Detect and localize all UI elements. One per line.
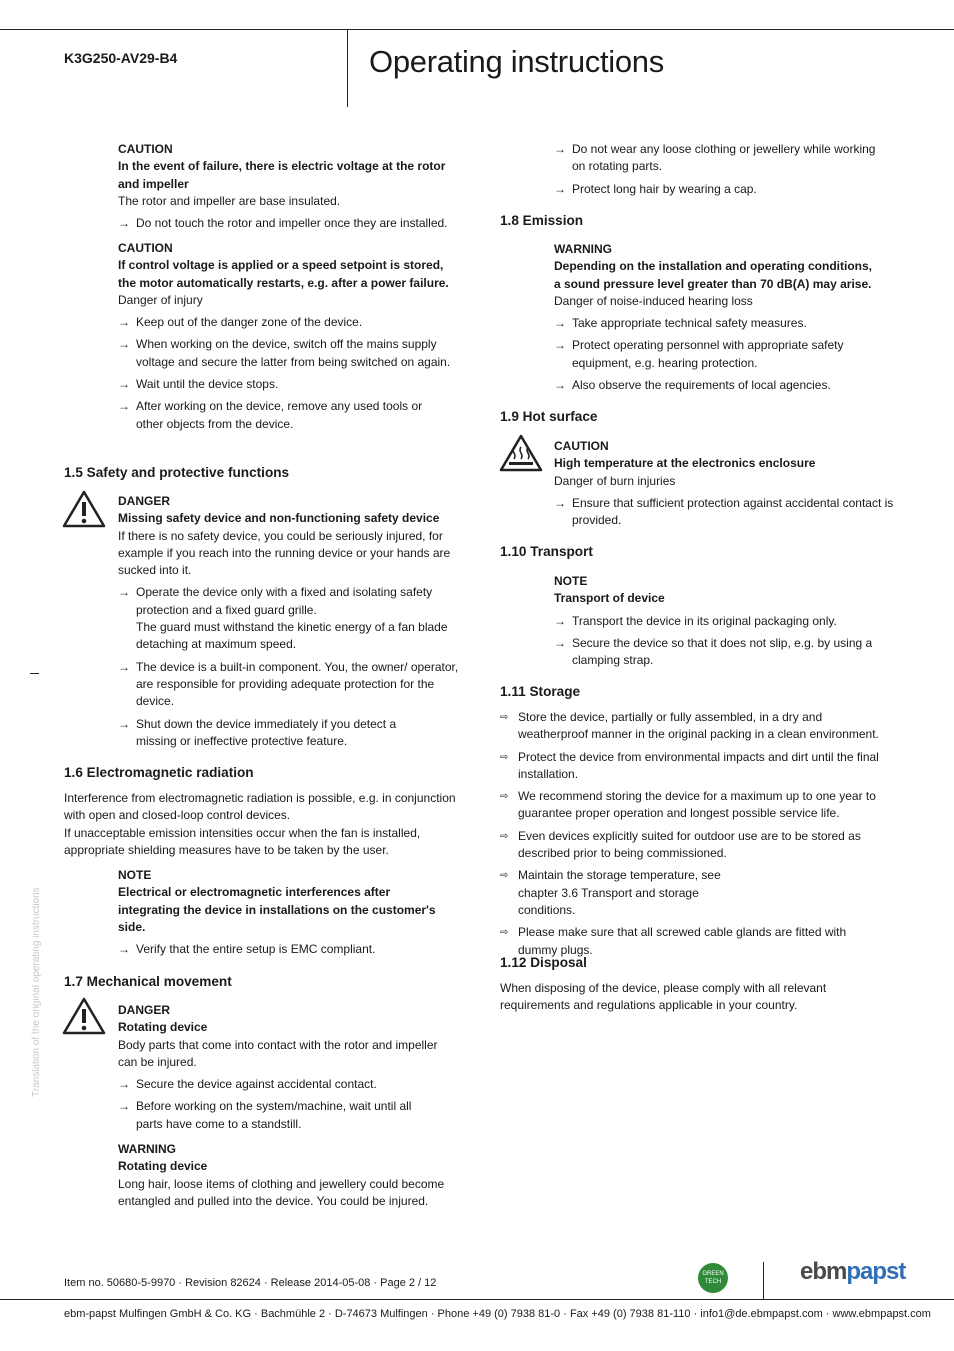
green-tech-badge: GREEN TECH bbox=[698, 1263, 728, 1293]
note-label: NOTE bbox=[554, 574, 588, 588]
doc-code: K3G250-AV29-B4 bbox=[64, 50, 178, 66]
caution-title: If control voltage is applied or a speed setpoint is stored, the motor automatically restarts, e.g. after a power failure. bbox=[118, 258, 449, 290]
page-title: Operating instructions bbox=[369, 44, 664, 79]
step-item: → Verify that the entire setup is EMC compliant. bbox=[118, 941, 453, 958]
step-item: → Protect long hair by wearing a cap. bbox=[554, 181, 884, 198]
warning-noise bbox=[554, 241, 879, 394]
arrow-icon: → bbox=[554, 378, 566, 393]
note-title: Electrical or electromagnetic interferences after integrating the device in installations on the customer's side. bbox=[118, 885, 436, 934]
arrow-icon: → bbox=[118, 1099, 130, 1114]
section-1-10 bbox=[500, 543, 890, 560]
hot-surface-icon bbox=[499, 434, 543, 472]
section-1-6 bbox=[64, 764, 459, 859]
caution-text: Danger of burn injuries bbox=[554, 473, 676, 488]
note-label: NOTE bbox=[118, 868, 152, 882]
list-item: ⇨ Protect the device from environmental impacts and dirt until the final installation. bbox=[500, 749, 879, 781]
section-1-12 bbox=[500, 954, 840, 1015]
step-item: → Do not wear any loose clothing or jewellery while working on rotating parts. bbox=[554, 142, 876, 174]
arrow-icon: → bbox=[554, 142, 566, 156]
arrow-icon: → bbox=[118, 377, 130, 392]
section-heading: 1.6 Electromagnetic radiation bbox=[64, 765, 254, 780]
caution-label: CAUTION bbox=[118, 142, 173, 156]
warning-label: WARNING bbox=[554, 242, 612, 256]
danger-text: Body parts that come into contact with the rotor and impeller can be injured. bbox=[118, 1037, 438, 1069]
list-item: ⇨ Store the device, partially or fully assembled, in a dry and weatherproof manner in the original packing in a clean environment. bbox=[500, 710, 879, 742]
ebmpapst-logo: ebmpapst bbox=[800, 1258, 906, 1285]
step-item: → Take appropriate technical safety measures. bbox=[554, 315, 879, 332]
caution-label: CAUTION bbox=[118, 241, 173, 255]
note-emc bbox=[118, 867, 453, 958]
arrow-icon: → bbox=[554, 495, 566, 510]
section-heading: 1.12 Disposal bbox=[500, 955, 587, 970]
arrow-icon: → bbox=[118, 659, 130, 674]
caution-electric-voltage bbox=[118, 141, 458, 232]
item-line: Item no. 50680-5-9970 · Revision 82624 · Release 2014-05-08 · Page 2 / 12 bbox=[64, 1277, 437, 1289]
bullet-arrow-icon: ⇨ bbox=[500, 927, 509, 939]
step-item: → Secure the device so that it does not slip, e.g. by using a clamping strap. bbox=[554, 635, 873, 668]
arrow-icon: → bbox=[554, 635, 566, 650]
warning-text: Long hair, loose items of clothing and jewellery could become entangled and pulled into the device. You could be injured. bbox=[118, 1176, 445, 1208]
paragraph: Interference from electromagnetic radiation is possible, e.g. in conjunction with open and closed-loop control devices. bbox=[64, 791, 456, 823]
arrow-icon: → bbox=[554, 613, 566, 628]
section-heading: 1.8 Emission bbox=[500, 213, 584, 228]
warning-triangle-icon bbox=[62, 490, 106, 528]
section-1-9 bbox=[500, 408, 890, 425]
footer-rule bbox=[0, 1299, 954, 1300]
warning-title: Depending on the installation and operating conditions, a sound pressure level greater than 70 dB(A) may arise. bbox=[554, 259, 872, 291]
arrow-icon: → bbox=[118, 399, 130, 414]
danger-label: DANGER bbox=[118, 1003, 171, 1017]
arrow-icon: → bbox=[118, 1077, 130, 1092]
step-item: → Do not touch the rotor and impeller once they are installed. bbox=[118, 215, 458, 232]
section-1-11 bbox=[500, 683, 880, 959]
section-heading: 1.10 Transport bbox=[500, 544, 593, 559]
arrow-icon: → bbox=[118, 337, 130, 352]
continued-steps bbox=[554, 141, 884, 198]
paragraph: When disposing of the device, please comply with all relevant requirements and regulations applicable in your country. bbox=[500, 981, 827, 1013]
danger-title: Missing safety device and non-functioning safety device bbox=[118, 511, 440, 526]
danger-text: If there is no safety device, you could be seriously injured, for example if you reach into the running device or your hands are sucked into it. bbox=[118, 528, 451, 578]
step-item: → After working on the device, remove any used tools or other objects from the device. bbox=[118, 399, 423, 431]
header-divider bbox=[347, 29, 348, 107]
bullet-arrow-icon: ⇨ bbox=[500, 712, 509, 723]
warning-triangle-icon bbox=[62, 997, 106, 1035]
margin-tick bbox=[30, 673, 39, 674]
list-item: ⇨ Even devices explicitly suited for outdoor use are to be stored as described prior to being commissioned. bbox=[500, 828, 861, 861]
step-item: → When working on the device, switch off the mains supply voltage and secure the latter from being switched on again. bbox=[118, 337, 451, 369]
address-line: ebm-papst Mulfingen GmbH & Co. KG · Bachmühle 2 · D-74673 Mulfingen · Phone +49 (0) 7938 81-0 · Fax +49 (0) 7938 81-110 · info1@de.ebmpapst.com · www.ebmpapst.com bbox=[64, 1308, 931, 1320]
step-item: → Before working on the system/machine, wait until all parts have come to a standstill. bbox=[118, 1099, 412, 1131]
footer-divider bbox=[763, 1262, 764, 1299]
section-1-8 bbox=[500, 212, 890, 229]
section-1-7 bbox=[64, 973, 464, 990]
arrow-icon: → bbox=[118, 315, 130, 330]
danger-title: Rotating device bbox=[118, 1020, 208, 1035]
step-item: → Keep out of the danger zone of the device. bbox=[118, 314, 463, 331]
arrow-icon: → bbox=[118, 216, 130, 231]
list-item: ⇨ We recommend storing the device for a maximum up to one year to guarantee proper operation and longest possible service life. bbox=[500, 789, 876, 821]
step-item: → Also observe the requirements of local agencies. bbox=[554, 377, 879, 394]
note-title: Transport of device bbox=[554, 591, 665, 606]
step-item: → Operate the device only with a fixed and isolating safety protection and a fixed guard grille. The guard must withstand the kinetic energy of a fan blade detaching at maximum speed. bbox=[118, 585, 448, 652]
danger-safety-device bbox=[118, 493, 463, 750]
warning-title: Rotating device bbox=[118, 1159, 208, 1174]
step-item: → Transport the device in its original packaging only. bbox=[554, 613, 879, 630]
section-1-5 bbox=[64, 464, 464, 481]
caution-title: High temperature at the electronics enclosure bbox=[554, 456, 816, 471]
header-top-rule bbox=[0, 29, 954, 30]
danger-rotating-device bbox=[118, 1002, 448, 1210]
arrow-icon: → bbox=[118, 585, 130, 600]
caution-text: The rotor and impeller are base insulated. bbox=[118, 193, 341, 208]
section-heading: 1.7 Mechanical movement bbox=[64, 974, 232, 989]
step-item: → Protect operating personnel with appropriate safety equipment, e.g. hearing protection. bbox=[554, 338, 844, 370]
caution-restart bbox=[118, 240, 463, 433]
sidebar-note: Translation of the original operating instructions bbox=[31, 887, 42, 1097]
warning-text: Danger of noise-induced hearing loss bbox=[554, 293, 753, 308]
step-item: → Secure the device against accidental contact. bbox=[118, 1076, 448, 1093]
list-item: ⇨ Maintain the storage temperature, see chapter 3.6 Transport and storage conditions. bbox=[500, 868, 721, 917]
caution-label: CAUTION bbox=[554, 439, 609, 453]
step-item: → The device is a built-in component. You, the owner/ operator, are responsible for providing adequate protection for the device. bbox=[118, 659, 459, 709]
step-item: → Wait until the device stops. bbox=[118, 376, 463, 393]
arrow-icon: → bbox=[554, 181, 566, 196]
section-heading: 1.5 Safety and protective functions bbox=[64, 465, 290, 480]
bullet-arrow-icon: ⇨ bbox=[500, 791, 509, 803]
warning-label: WARNING bbox=[118, 1142, 176, 1157]
step-item: → Ensure that sufficient protection against accidental contact is provided. bbox=[554, 495, 894, 528]
section-heading: 1.9 Hot surface bbox=[500, 409, 598, 424]
arrow-icon: → bbox=[118, 942, 130, 957]
caution-hot-surface bbox=[554, 438, 894, 529]
bullet-arrow-icon: ⇨ bbox=[500, 830, 509, 842]
arrow-icon: → bbox=[554, 338, 566, 353]
list-item: ⇨ Please make sure that all screwed cable glands are fitted with dummy plugs. bbox=[500, 925, 847, 957]
note-transport bbox=[554, 573, 879, 669]
step-item: → Shut down the device immediately if you detect a missing or ineffective protective feature. bbox=[118, 716, 397, 748]
paragraph: If unacceptable emission intensities occur when the fan is installed, appropriate shielding measures have to be taken by the user. bbox=[64, 825, 421, 857]
section-heading: 1.11 Storage bbox=[500, 684, 581, 699]
bullet-arrow-icon: ⇨ bbox=[500, 870, 509, 882]
danger-label: DANGER bbox=[118, 494, 171, 508]
caution-title: In the event of failure, there is electric voltage at the rotor and impeller bbox=[118, 159, 446, 191]
bullet-arrow-icon: ⇨ bbox=[500, 751, 509, 763]
caution-text: Danger of injury bbox=[118, 292, 203, 307]
arrow-icon: → bbox=[118, 716, 130, 731]
arrow-icon: → bbox=[554, 316, 566, 331]
